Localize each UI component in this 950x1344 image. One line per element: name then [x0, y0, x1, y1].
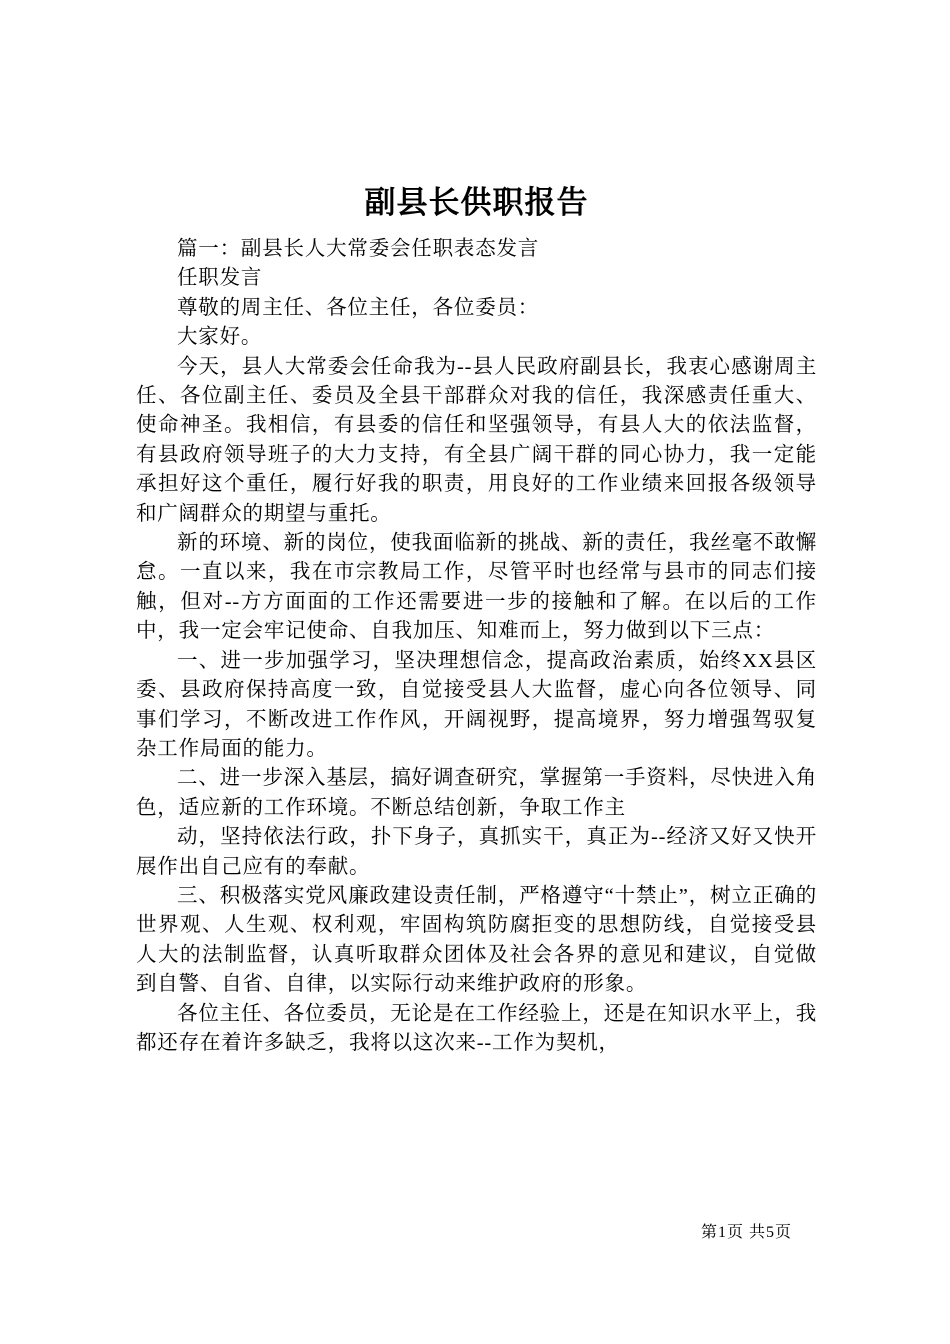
paragraph: 二、进一步深入基层，搞好调查研究，掌握第一手资料，尽快进入角色，适应新的工作环境。不断总结创新，争取工作主 — [136, 767, 817, 819]
paragraph: 今天，县人大常委会任命我为--县人民政府副县长，我衷心感谢周主任、各位副主任、委员及全县干部群众对我的信任，我深感责任重大、使命神圣。我相信，有县委的信任和坚强领导，有县人大的依法监督，有县政府领导班子的大力支持，有全县广阔干群的同心协力，我一定能承担好这个重任，履行好我的职责，用良好的工作业绩来回报各级领导和广阔群众的期望与重托。 — [136, 355, 817, 525]
page-number-footer: 第1页 共5页 — [700, 1224, 792, 1241]
paragraph: 大家好。 — [177, 326, 263, 349]
paragraph: 一、进一步加强学习，坚决理想信念，提高政治素质，始终XX县区委、县政府保持高度一致，自觉接受县人大监督，虚心向各位领导、同事们学习，不断改进工作作风，开阔视野，提高境界，努力增强驾驭复杂工作局面的能力。 — [136, 649, 817, 760]
paragraph: 各位主任、各位委员，无论是在工作经验上，还是在知识水平上，我都还存在着许多缺乏，我将以这次来--工作为契机， — [136, 1002, 817, 1054]
paragraph: 新的环境、新的岗位，使我面临新的挑战、新的责任，我丝毫不敢懈怠。一直以来，我在市宗教局工作，尽管平时也经常与县市的同志们接触，但对--方方面面的工作还需要进一步的接触和了解。在以后的工作中，我一定会牢记使命、自我加压、知难而上，努力做到以下三点： — [136, 532, 817, 643]
paragraph: 三、积极落实党风廉政建设责任制，严格遵守“十禁止”，树立正确的世界观、人生观、权利观，牢固构筑防腐拒变的思想防线，自觉接受县人大的法制监督，认真听取群众团体及社会各界的意见和建议，自觉做到自警、自省、自律，以实际行动来维护政府的形象。 — [136, 884, 817, 996]
document-title: 副县长供职报告 — [364, 185, 589, 220]
document-body — [136, 235, 817, 1058]
paragraph: 尊敬的周主任、各位主任，各位委员： — [177, 296, 540, 319]
paragraph: 任职发言 — [177, 267, 263, 290]
paragraph: 篇一：副县长人大常委会任职表态发言 — [177, 238, 540, 260]
paragraph: 动，坚持依法行政，扑下身子，真抓实干，真正为--经济又好又快开展作出自己应有的奉献。 — [136, 826, 817, 878]
